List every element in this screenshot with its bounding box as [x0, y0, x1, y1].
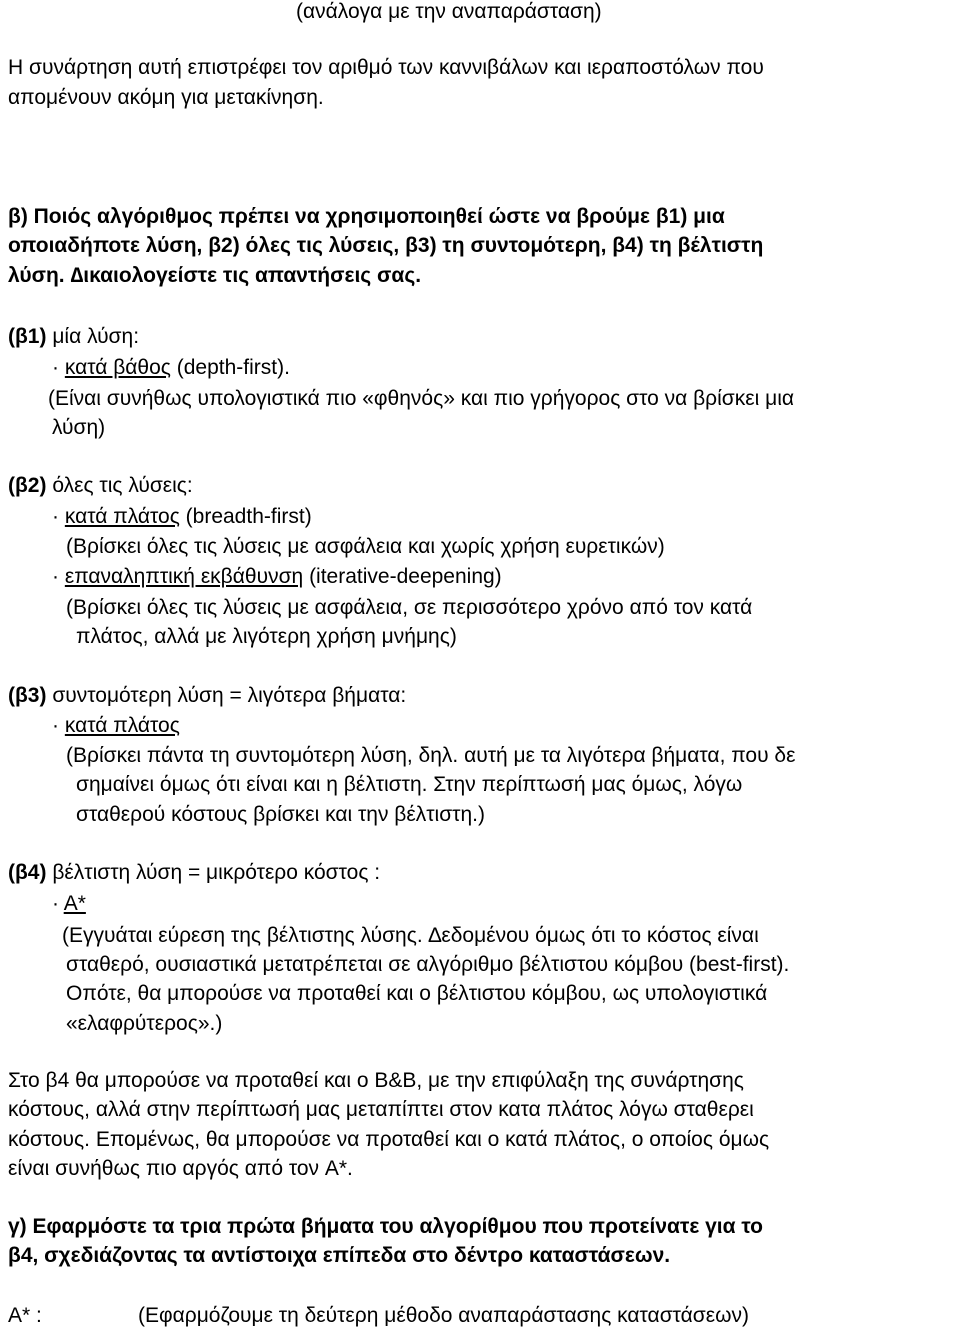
- b3-heading-line: [8, 682, 406, 710]
- bullet: ·: [52, 356, 59, 379]
- conclusion-line-3: κόστους. Επομένως, θα μπορούσε να προταθεί και ο κατά πλάτος, ο οποίος όμως: [8, 1128, 770, 1151]
- b3-note-line-1: (Βρίσκει πάντα τη συντομότερη λύση, δηλ. αυτή με τα λιγότερα βήματα, που δε: [66, 744, 796, 767]
- b4-note-line-3: Οπότε, θα μπορούσε να προταθεί και ο βέλτιστου κόμβου, ως υπολογιστικά: [66, 982, 768, 1005]
- b2-heading-line: [8, 472, 193, 500]
- b1-method-line: [52, 354, 290, 382]
- b2-method-2-note-line-1: (Βρίσκει όλες τις λύσεις με ασφάλεια, σε περισσότερο χρόνο από τον κατά: [66, 596, 753, 619]
- question-b-line-2: οποιαδήποτε λύση, β2) όλες τις λύσεις, β3) τη συντομότερη, β4) τη βέλτιστη: [8, 234, 764, 257]
- question-c-line-1: γ) Εφαρμόστε τα τρια πρώτα βήματα του αλγορίθμου που προτείνατε για το: [8, 1215, 763, 1238]
- footer-text: (Εφαρμόζουμε τη δεύτερη μέθοδο αναπαράστασης καταστάσεων): [138, 1304, 750, 1327]
- bullet: ·: [52, 565, 59, 588]
- b4-method-line: [52, 890, 86, 918]
- b2-label: (β2): [8, 474, 47, 497]
- b1-label: (β1): [8, 325, 47, 348]
- b2-heading: όλες τις λύσεις:: [52, 474, 193, 497]
- intro-line-2: απομένουν ακόμη για μετακίνηση.: [8, 86, 324, 109]
- b1-method: κατά βάθος: [64, 356, 171, 379]
- b3-note-line-3: σταθερού κόστους βρίσκει και την βέλτιστη.): [76, 803, 485, 826]
- footer-label: A* :: [8, 1304, 42, 1327]
- intro-line-1: Η συνάρτηση αυτή επιστρέφει τον αριθμό των καννιβάλων και ιεραποστόλων που: [8, 56, 764, 79]
- b4-note-line-4: «ελαφρύτερος».): [66, 1012, 223, 1035]
- b3-method-line: [52, 712, 180, 740]
- b1-note-line-2: λύση): [52, 416, 106, 439]
- conclusion-line-2: κόστους, αλλά στην περίπτωσή μας μεταπίπτει στον κατα πλάτος λόγω σταθερει: [8, 1098, 754, 1121]
- question-b-line-3: λύση. ∆ικαιολογείστε τις απαντήσεις σας.: [8, 264, 422, 287]
- b1-method-en: (depth-first).: [176, 356, 290, 379]
- b4-note-line-2: σταθερό, ουσιαστικά μετατρέπεται σε αλγόριθμο βέλτιστου κόμβου (best-first).: [66, 953, 790, 976]
- b3-label: (β3): [8, 684, 47, 707]
- b4-label: (β4): [8, 861, 47, 884]
- b2-method-2-note-line-2: πλάτος, αλλά με λιγότερη χρήση μνήμης): [76, 625, 457, 648]
- b2-method-1-note: (Βρίσκει όλες τις λύσεις με ασφάλεια και χωρίς χρήση ευρετικών): [66, 535, 665, 558]
- b1-note-line-1: (Είναι συνήθως υπολογιστικά πιο «φθηνός» και πιο γρήγορος στο να βρίσκει μια: [48, 387, 795, 410]
- bullet: ·: [52, 505, 59, 528]
- b2-method-1-en: (breadth-first): [185, 505, 312, 528]
- b4-heading: βέλτιστη λύση = μικρότερο κόστος :: [52, 861, 381, 884]
- question-b-line-1: β) Ποιός αλγόριθμος πρέπει να χρησιμοποιηθεί ώστε να βρούμε β1) μια: [8, 205, 725, 228]
- b2-method-2-line: [52, 563, 502, 591]
- b2-method-1: κατά πλάτος: [64, 505, 180, 528]
- b3-heading: συντομότερη λύση = λιγότερα βήματα:: [52, 684, 407, 707]
- b2-method-2: επαναληπτική εκβάθυνση: [64, 565, 304, 588]
- b2-method-2-en: (iterative-deepening): [309, 565, 502, 588]
- b4-method: A*: [63, 892, 86, 915]
- bullet: ·: [52, 892, 59, 915]
- bullet: ·: [52, 714, 59, 737]
- b4-note-line-1: (Εγγυάται εύρεση της βέλτιστης λύσης. ∆εδομένου όμως ότι το κόστος είναι: [62, 924, 759, 947]
- b2-method-1-line: [52, 503, 312, 531]
- b1-heading-line: [8, 323, 139, 351]
- conclusion-line-1: Στο β4 θα μπορούσε να προταθεί και ο B&B, με την επιφύλαξη της συνάρτησης: [8, 1069, 744, 1092]
- top-line: (ανάλογα με την αναπαράσταση): [296, 0, 602, 23]
- b3-note-line-2: σημαίνει όμως ότι είναι και η βέλτιστη. Στην περίπτωσή μας όμως, λόγω: [76, 773, 743, 796]
- b1-heading: μία λύση:: [52, 325, 140, 348]
- b3-method: κατά πλάτος: [64, 714, 180, 737]
- question-c-line-2: β4, σχεδιάζοντας τα αντίστοιχα επίπεδα στο δέντρο καταστάσεων.: [8, 1244, 671, 1267]
- b4-heading-line: [8, 859, 380, 887]
- conclusion-line-4: είναι συνήθως πιο αργός από τον A*.: [8, 1157, 353, 1180]
